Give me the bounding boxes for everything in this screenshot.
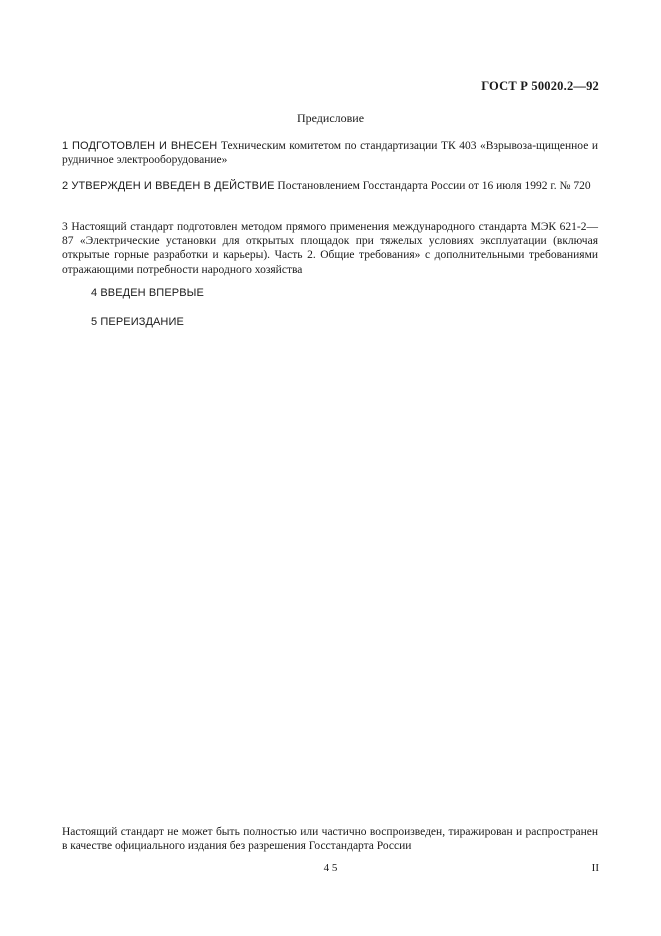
preface-item-2-lead: 2 УТВЕРЖДЕН И ВВЕДЕН В ДЕЙСТВИЕ: [62, 180, 275, 192]
preface-item-3: [62, 220, 598, 277]
page-number-roman: II: [591, 862, 599, 874]
preface-item-2-text: Постановлением Госстандарта России от 16 июля 1992 г. № 720: [274, 180, 591, 192]
preface-item-4: [91, 286, 598, 300]
preface-item-1-lead: 1 ПОДГОТОВЛЕН И ВНЕСЕН: [62, 140, 218, 152]
preface-item-1-text: Техническим комитетом по стандартизации ТК 403 «Взрывоза-щищенное и рудничное электрооборудование»: [62, 140, 599, 167]
copyright-notice: Настоящий стандарт не может быть полностью или частично воспроизведен, тиражирован и распространен в качестве официального издания без разрешения Госстандарта России: [62, 826, 598, 853]
preface-item-1: [62, 139, 598, 167]
preface-item-5: [91, 315, 598, 329]
preface-item-5-lead: 5 ПЕРЕИЗДАНИЕ: [91, 316, 184, 328]
page-code: 4 5: [323, 862, 338, 874]
doc-number-header: ГОСТ Р 50020.2—92: [481, 79, 599, 93]
preface-item-2: [62, 179, 598, 193]
preface-item-3-text: 3 Настоящий стандарт подготовлен методом прямого применения международного стандарта МЭК 621-2—87 «Электрические установки для открытых площадок при тяжелых условиях эксплуатации (включая открытые горные разработки и карьеры). Часть 2. Общие требования» с дополнительными требованиями отражающими потребности народного хозяйства: [62, 221, 598, 276]
preface-item-4-lead: 4 ВВЕДЕН ВПЕРВЫЕ: [91, 287, 204, 299]
preface-title: Предисловие: [296, 111, 365, 125]
